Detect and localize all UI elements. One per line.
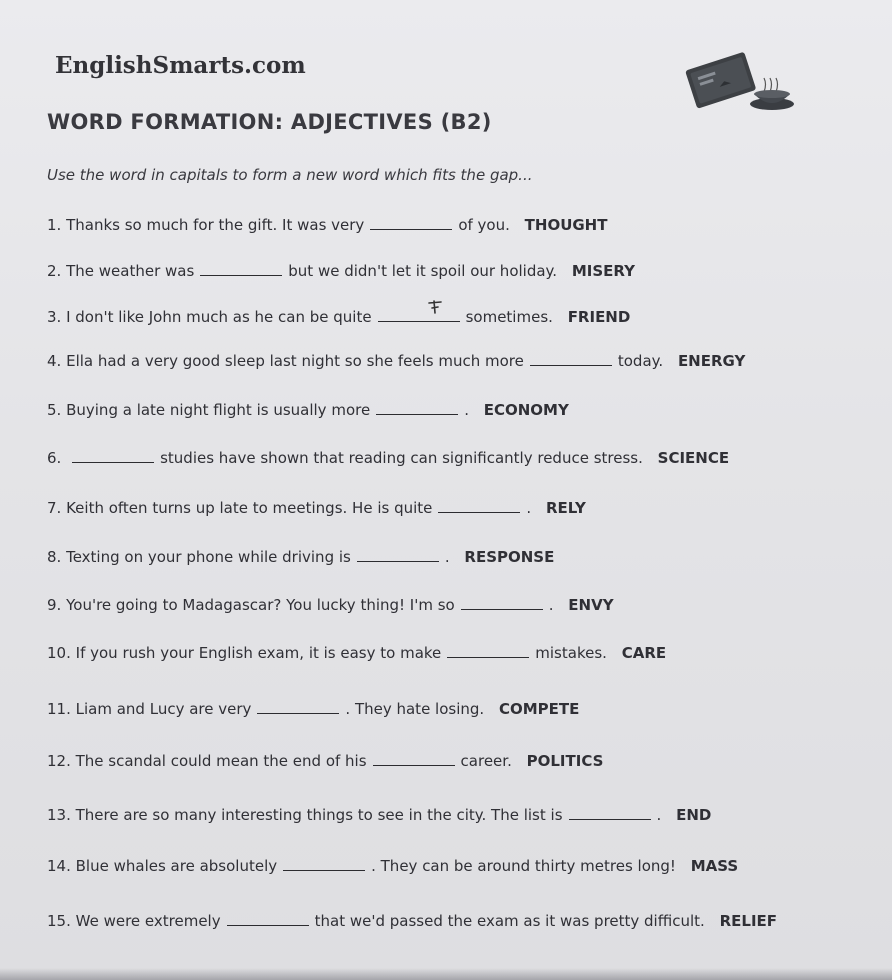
item-text-before: There are so many interesting things to see in the city. The list is [75,806,563,824]
keyword: RELIEF [719,912,778,930]
list-item [47,262,635,280]
brand-name: EnglishSmarts.com [55,52,306,79]
item-number: 7. [47,499,62,517]
item-number: 9. [47,596,62,614]
keyword: ECONOMY [483,401,569,419]
item-text-before: The scandal could mean the end of his [75,752,367,770]
pen-mark-icon [427,299,447,315]
item-number: 12. [47,752,71,770]
answer-blank[interactable] [370,228,452,230]
item-text-before: If you rush your English exam, it is easy to make [75,644,442,662]
item-text-before: You're going to Madagascar? You lucky thing! I'm so [66,596,455,614]
item-text-after: studies have shown that reading can significantly reduce stress. [160,449,643,467]
list-item [47,216,607,234]
answer-blank[interactable] [530,364,612,366]
list-item [47,806,711,824]
keyword: ENVY [568,596,614,614]
page-edge-shadow [0,968,892,980]
item-text-before: Blue whales are absolutely [75,857,278,875]
item-text-after: of you. [458,216,510,234]
item-text-after: . They can be around thirty metres long! [371,857,676,875]
keyword: MISERY [571,262,635,280]
answer-blank[interactable] [438,511,520,513]
item-number: 10. [47,644,71,662]
answer-blank[interactable] [569,818,651,820]
item-text-before: I don't like John much as he can be quite [66,308,372,326]
item-text-after: today. [617,352,664,370]
keyword: THOUGHT [524,216,608,234]
list-item [47,912,777,930]
list-item [47,752,603,770]
keyword: FRIEND [567,308,631,326]
item-text-after: mistakes. [535,644,607,662]
item-text-before: Thanks so much for the gift. It was very [66,216,365,234]
keyword: POLITICS [526,752,604,770]
keyword: SCIENCE [657,449,730,467]
answer-blank[interactable] [283,869,365,871]
item-number: 15. [47,912,71,930]
item-text-after: . [444,548,450,566]
answer-blank[interactable] [461,608,543,610]
answer-blank[interactable] [373,764,455,766]
list-item [47,548,554,566]
item-text-before: The weather was [66,262,195,280]
keyword: ENERGY [677,352,746,370]
list-item [47,308,630,326]
item-text-before: Liam and Lucy are very [75,700,252,718]
list-item [47,596,614,614]
list-item [47,499,586,517]
keyword: CARE [621,644,667,662]
list-item [47,401,569,419]
item-text-after: . [464,401,469,419]
worksheet-title: WORD FORMATION: ADJECTIVES (B2) [47,110,492,134]
answer-blank[interactable] [376,413,458,415]
item-number: 1. [47,216,62,234]
item-text-after: that we'd passed the exam as it was pretty difficult. [314,912,705,930]
item-number: 6. [47,449,62,467]
keyword: COMPETE [498,700,580,718]
answer-blank[interactable] [200,274,282,276]
list-item [47,700,579,718]
item-text-before: Keith often turns up late to meetings. He is quite [66,499,433,517]
answer-blank[interactable] [357,560,439,562]
keyword: RESPONSE [464,548,555,566]
item-text-after: sometimes. [465,308,553,326]
list-item [47,644,666,662]
book-and-coffee-icon [678,40,808,120]
item-number: 4. [47,352,62,370]
instructions: Use the word in capitals to form a new word which fits the gap... [47,166,533,184]
item-number: 13. [47,806,71,824]
item-number: 14. [47,857,71,875]
answer-blank[interactable] [378,320,460,322]
item-text-before: We were extremely [75,912,221,930]
item-text-after: . [656,806,662,824]
item-text-after: . [526,499,532,517]
item-text-before: Texting on your phone while driving is [66,548,351,566]
list-item [47,857,738,875]
item-text-before: Ella had a very good sleep last night so she feels much more [66,352,524,370]
list-item [47,449,729,467]
list-item [47,352,745,370]
item-number: 8. [47,548,62,566]
answer-blank[interactable] [227,924,309,926]
keyword: MASS [690,857,739,875]
item-text-after: . [548,596,554,614]
item-number: 5. [47,401,62,419]
item-number: 11. [47,700,71,718]
item-text-after: but we didn't let it spoil our holiday. [288,262,558,280]
answer-blank[interactable] [447,656,529,658]
item-number: 3. [47,308,62,326]
item-text-before: Buying a late night flight is usually more [66,401,371,419]
item-number: 2. [47,262,62,280]
answer-blank[interactable] [257,712,339,714]
item-text-after: career. [460,752,512,770]
answer-blank[interactable] [72,461,154,463]
item-text-after: . They hate losing. [345,700,485,718]
keyword: END [676,806,712,824]
keyword: RELY [545,499,586,517]
